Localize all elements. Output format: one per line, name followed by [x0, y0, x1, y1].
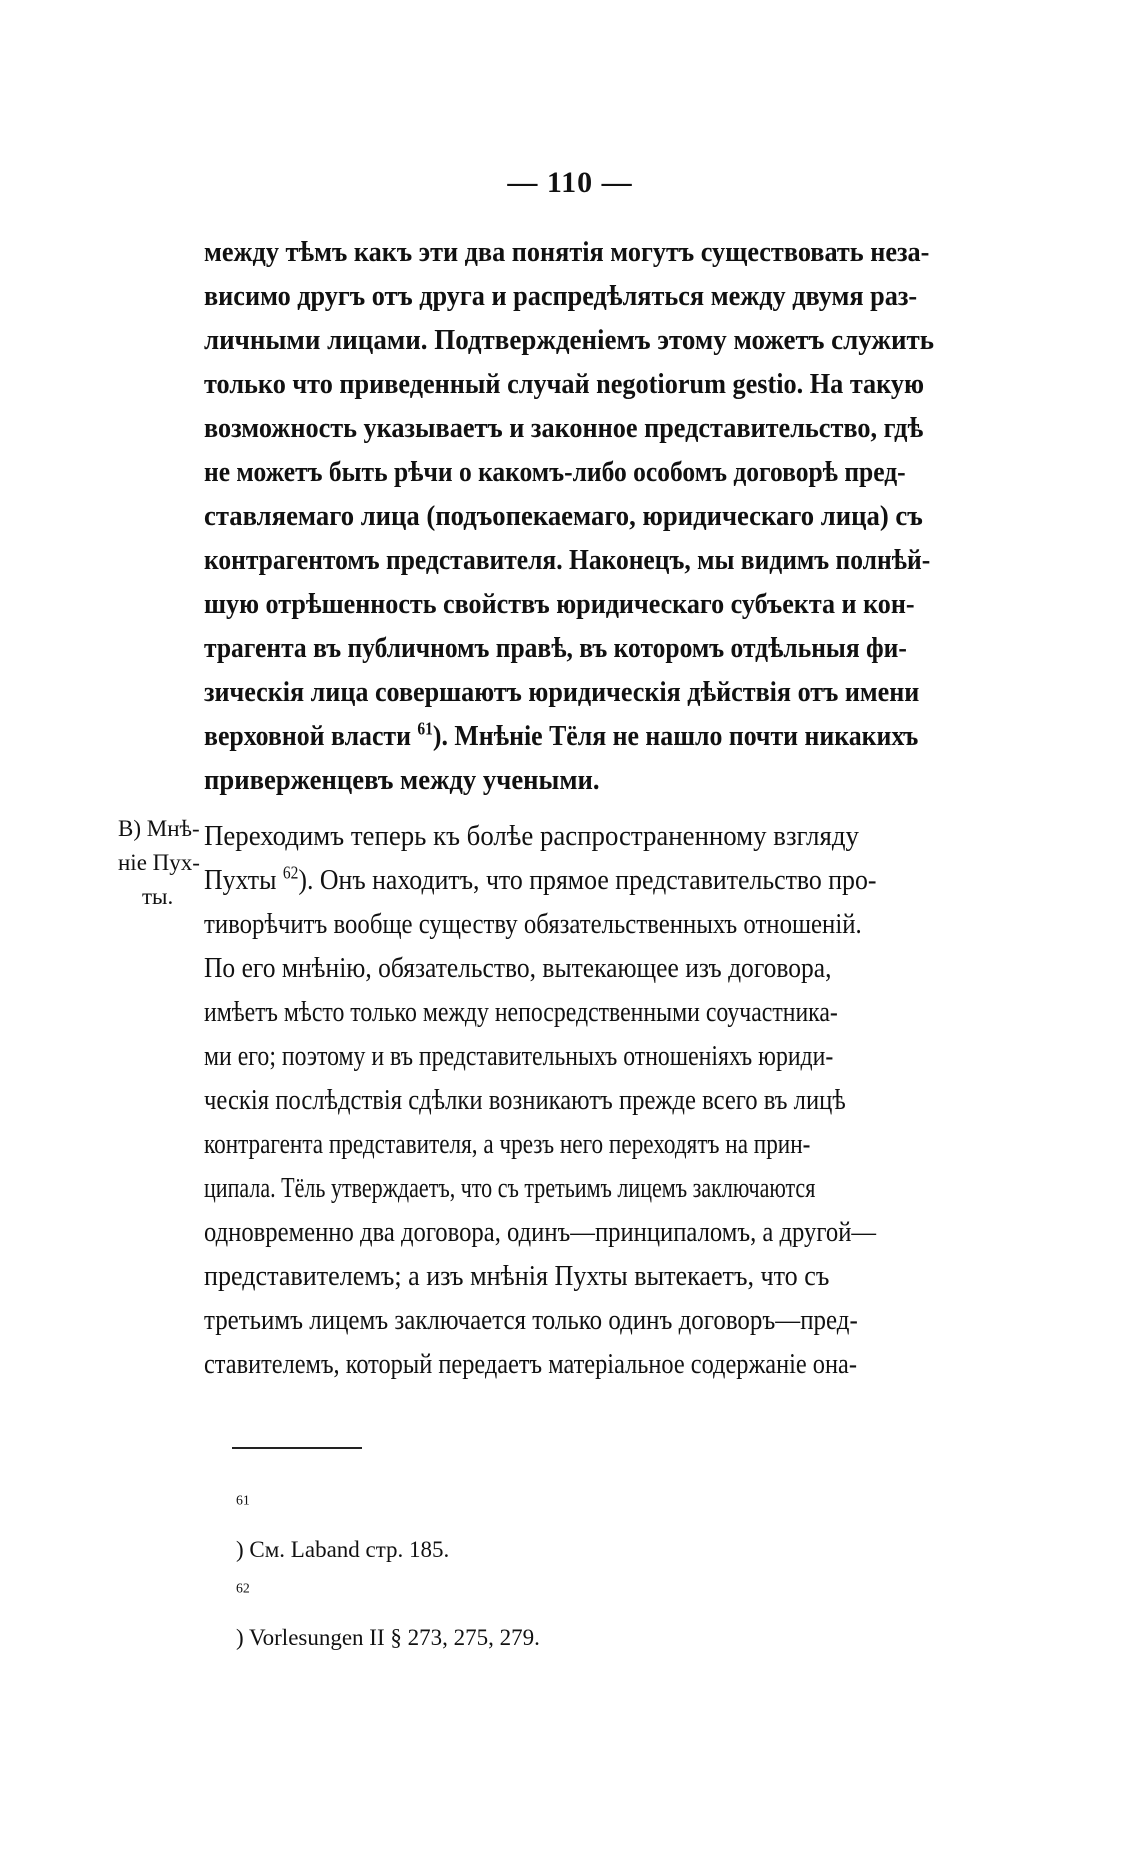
footnote-61 — [236, 1484, 540, 1572]
footnote-divider — [232, 1447, 362, 1449]
footnote-marker: 61 — [236, 1492, 250, 1508]
text-line: не можетъ быть рѣчи о какомъ-либо особомъ договорѣ пред- — [204, 456, 906, 488]
footnote-62 — [236, 1572, 540, 1660]
margin-note-puchta — [118, 812, 206, 914]
footnote-text: ) Vorlesungen II § 273, 275, 279. — [236, 1625, 540, 1650]
text-line: ческія послѣдствія сдѣлки возникаютъ прежде всего въ лицѣ — [204, 1084, 846, 1116]
footnote-ref-61[interactable]: 61 — [417, 718, 433, 739]
text-line: тиворѣчитъ вообще существу обязательственныхъ отношеній. — [204, 908, 862, 940]
text-fragment: верховной власти — [204, 720, 411, 752]
footnote-text: ) См. Laband стр. 185. — [236, 1537, 450, 1562]
page-number: — 110 — — [507, 166, 633, 199]
text-line: представителемъ; а изъ мнѣнія Пухты вытекаетъ, что съ — [204, 1260, 830, 1292]
text-fragment: ). Онъ находитъ, что прямое представительство про- — [298, 864, 877, 896]
text-line: между тѣмъ какъ эти два понятія могутъ существовать неза- — [204, 236, 930, 268]
text-line: висимо другъ отъ друга и распредѣляться между двумя раз- — [204, 280, 918, 312]
paragraph-puchta-view — [204, 814, 1046, 1386]
text-line: По его мнѣнію, обязательство, вытекающее изъ договора, — [204, 952, 832, 984]
footnotes — [236, 1484, 540, 1660]
paragraph-thol-view — [204, 230, 1046, 802]
text-line: контрагента представителя, а чрезъ него переходятъ на прин- — [204, 1128, 811, 1160]
text-line: зическія лица совершаютъ юридическія дѣйствія отъ имени — [204, 676, 920, 708]
text-line: только что приведенный случай negotiorum gestio. На такую — [204, 368, 925, 400]
text-line-with-footnote — [204, 714, 953, 758]
text-line: контрагентомъ представителя. Наконецъ, мы видимъ полнѣй- — [204, 544, 931, 576]
text-line: ципала. Тёль утверждаетъ, что съ третьимъ лицемъ заключаются — [204, 1172, 816, 1204]
text-fragment: ). Мнѣніе Тёля не нашло почти никакихъ — [432, 720, 919, 752]
text-line: ставляемаго лица (подъопекаемаго, юридическаго лица) съ — [204, 500, 923, 532]
text-line: ставителемъ, который передаетъ матеріальное содержаніе она- — [204, 1348, 857, 1380]
text-line: Переходимъ теперь къ болѣе распространенному взгляду — [204, 820, 859, 852]
text-fragment: Пухты — [204, 864, 277, 896]
text-line: ми его; поэтому и въ представительныхъ отношеніяхъ юриди- — [204, 1040, 834, 1072]
text-line: приверженцевъ между учеными. — [204, 764, 600, 796]
text-line: возможность указываетъ и законное представительство, гдѣ — [204, 412, 924, 444]
text-line-with-footnote — [204, 858, 953, 902]
text-line: трагента въ публичномъ правѣ, въ которомъ отдѣльныя фи- — [204, 632, 907, 664]
footnote-marker: 62 — [236, 1580, 250, 1596]
margin-note-line: ты. — [142, 884, 174, 909]
footnote-ref-62[interactable]: 62 — [282, 862, 299, 883]
text-line: третьимъ лицемъ заключается только одинъ договоръ—пред- — [204, 1304, 858, 1336]
text-line: одновременно два договора, одинъ—принципаломъ, а другой— — [204, 1216, 877, 1248]
text-line: имѣетъ мѣсто только между непосредственными соучастника- — [204, 996, 838, 1028]
text-line: личными лицами. Подтвержденіемъ этому можетъ служить — [204, 324, 935, 356]
text-line: шую отрѣшенность свойствъ юридическаго субъекта и кон- — [204, 588, 915, 620]
margin-note-line: В) Мнѣ- — [118, 816, 200, 841]
margin-note-line: ніе Пух- — [118, 850, 200, 875]
